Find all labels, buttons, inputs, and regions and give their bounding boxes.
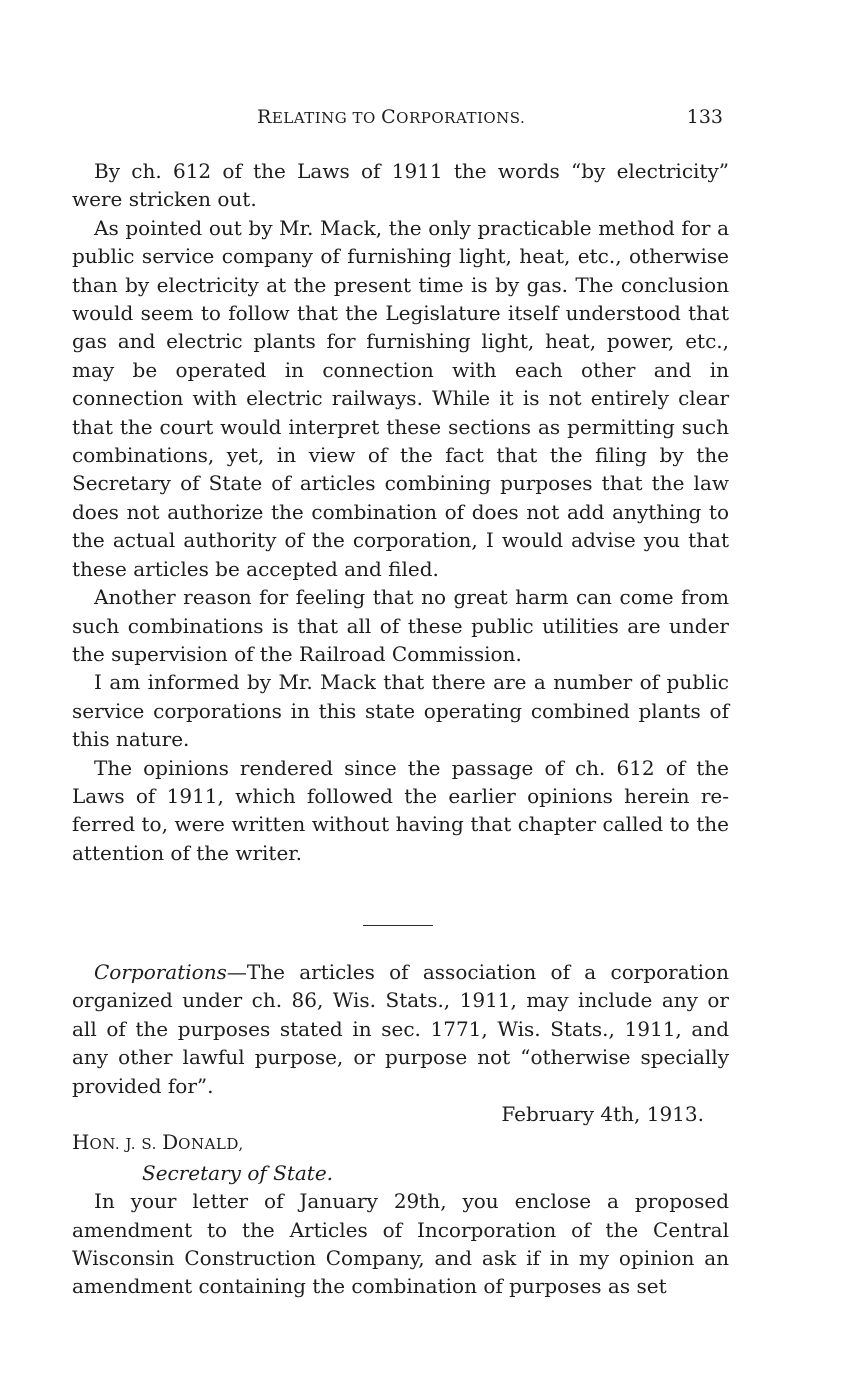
section-divider xyxy=(363,925,433,926)
addressee-title: Secretary of State. xyxy=(142,1160,334,1185)
headnote-topic: Corporations xyxy=(94,960,227,984)
opinion-continuation xyxy=(72,157,729,867)
opinion-date: February 4th, 1913. xyxy=(501,1102,704,1127)
running-header xyxy=(72,106,729,134)
headnote xyxy=(72,958,729,1100)
paragraph: By ch. 612 of the Laws of 1911 the words “by electricity” were stricken out. xyxy=(72,159,729,212)
headnote-text: —The articles of association of a corporation organized under ch. 86, Wis. Stats., 1911, may include any or all of the purposes stated in sec. 1771, Wis. Stats., 1911, and any other lawful purpose, or purpose not “otherwise specially provided for”. xyxy=(72,960,729,1098)
paragraph: As pointed out by Mr. Mack, the only practicable method for a public service company of furnishing light, heat, etc., otherwise than by electricity at the present time is by gas. The conclusion would seem to follow that the Legislature itself understood that gas and electric plants for furnishing light, heat, power, etc., may be operated in connection with each other and in connection with electric railways. While it is not entirely clear that the court would interpret these sections as permitting such combinations, yet, in view of the fact that the filing by the Secretary of State of articles combining purposes that the law does not authorize the combination of does not add anything to the actual authority of the corporation, I would advise you that these articles be accepted and filed. xyxy=(72,215,729,581)
new-opinion xyxy=(72,958,729,1301)
paragraph: The opinions rendered since the passage of ch. 612 of the Laws of 1911, which followed the earlier opinions herein referred to, were written without having that chapter called to the attention of the writer. xyxy=(72,755,729,865)
paragraph: I am informed by Mr. Mack that there are a number of public service corporations in this state operating combined plants of this nature. xyxy=(72,670,729,752)
addressee-name: HON. J. S. DONALD, xyxy=(72,1130,244,1155)
paragraph: Another reason for feeling that no great harm can come from such combinations is that all of these public utilities are under the supervision of the Railroad Commission. xyxy=(72,585,729,666)
page-number: 133 xyxy=(686,106,723,128)
running-title: RELATING TO CORPORATIONS. xyxy=(257,106,526,128)
paragraph: In your letter of January 29th, you enclose a proposed amendment to the Articles of Incorporation of the Central Wisconsin Construction Company, and ask if in my opinion an amendment containing the combination of purposes as set xyxy=(72,1189,729,1299)
